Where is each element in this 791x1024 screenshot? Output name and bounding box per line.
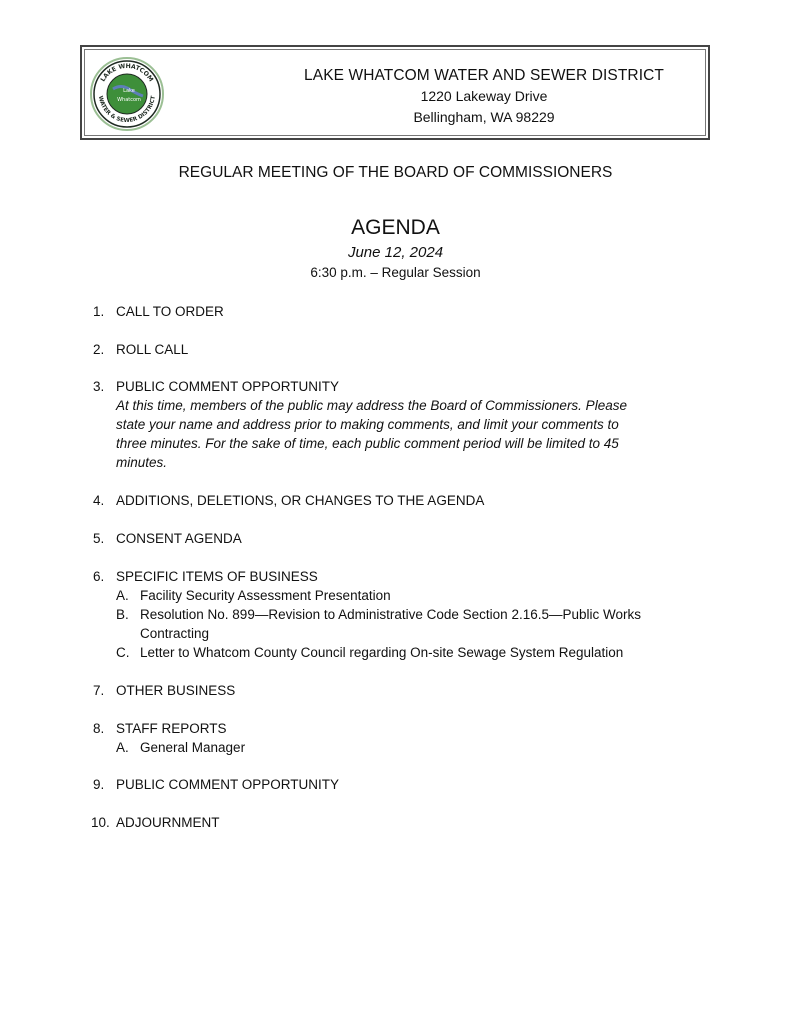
sub-item-text: Facility Security Assessment Presentation <box>140 588 391 603</box>
district-logo <box>89 56 165 132</box>
item-number: 5. <box>93 531 105 546</box>
svg-text:WATER & SEWER DISTRICT: WATER & SEWER DISTRICT <box>96 95 157 125</box>
item-label: OTHER BUSINESS <box>116 683 236 698</box>
agenda-item-4 <box>93 491 713 510</box>
logo-center-text-1: Lake <box>123 88 135 94</box>
agenda-item-2 <box>93 340 713 359</box>
agenda-item-6 <box>93 567 713 662</box>
agenda-session: 6:30 p.m. – Regular Session <box>310 265 481 280</box>
sub-item-text: General Manager <box>140 740 246 755</box>
note-line: minutes. <box>116 455 168 470</box>
item-label: ADJOURNMENT <box>116 815 220 830</box>
note-line: At this time, members of the public may address the Board of Commissioners. Please <box>116 398 627 413</box>
agenda-item-5 <box>93 529 713 548</box>
sub-item-a <box>116 738 713 757</box>
sub-item-a <box>116 586 713 605</box>
item-number: 3. <box>93 379 105 394</box>
logo-center-text-2: Whatcom <box>117 97 141 103</box>
agenda-item-8 <box>93 719 713 757</box>
note-line: state your name and address prior to making comments, and limit your comments to <box>116 417 619 432</box>
item-number: 6. <box>93 569 105 584</box>
sub-item-c <box>116 643 713 662</box>
address-line-1: 1220 Lakeway Drive <box>420 88 548 104</box>
item-label: SPECIFIC ITEMS OF BUSINESS <box>116 569 318 584</box>
item-label: ROLL CALL <box>116 342 189 357</box>
address-line-2: Bellingham, WA 98229 <box>413 109 555 125</box>
item-number: 8. <box>93 721 105 736</box>
sub-item-text: Resolution No. 899—Revision to Administrative Code Section 2.16.5—Public Works <box>140 607 641 622</box>
sub-item-text: Letter to Whatcom County Council regarding On-site Sewage System Regulation <box>140 645 624 660</box>
sub-item-b <box>116 605 713 643</box>
sub-item-text-continued: Contracting <box>140 626 210 641</box>
item-number: 7. <box>93 683 105 698</box>
item-number: 1. <box>93 304 105 319</box>
item-label: CALL TO ORDER <box>116 304 224 319</box>
item-number: 9. <box>93 777 105 792</box>
agenda-item-10 <box>93 813 713 832</box>
sub-item-letter: A. <box>116 588 129 603</box>
agenda-item-9 <box>93 775 713 794</box>
item-number: 4. <box>93 493 105 508</box>
public-comment-note <box>116 396 706 472</box>
agenda-item-3 <box>93 377 713 472</box>
item-label: ADDITIONS, DELETIONS, OR CHANGES TO THE AGENDA <box>116 493 485 508</box>
district-header <box>260 65 708 128</box>
svg-text:LAKE WHATCOM: LAKE WHATCOM <box>99 62 155 84</box>
agenda-item-1 <box>93 302 713 321</box>
sub-item-letter: A. <box>116 740 129 755</box>
sub-item-letter: B. <box>116 607 129 622</box>
item-number: 10. <box>91 815 110 830</box>
sub-item-letter: C. <box>116 645 130 660</box>
header-box <box>80 45 710 140</box>
note-line: three minutes. For the sake of time, each public comment period will be limited to 45 <box>116 436 619 451</box>
item-label: CONSENT AGENDA <box>116 531 242 546</box>
organization-name: LAKE WHATCOM WATER AND SEWER DISTRICT <box>304 67 664 84</box>
item-number: 2. <box>93 342 105 357</box>
agenda-title: AGENDA <box>351 216 440 239</box>
meeting-title: REGULAR MEETING OF THE BOARD OF COMMISSIONERS <box>178 164 613 181</box>
item-label: PUBLIC COMMENT OPPORTUNITY <box>116 379 340 394</box>
agenda-item-7 <box>93 681 713 700</box>
agenda-date: June 12, 2024 <box>347 244 444 261</box>
item-label: STAFF REPORTS <box>116 721 227 736</box>
item-label: PUBLIC COMMENT OPPORTUNITY <box>116 777 340 792</box>
